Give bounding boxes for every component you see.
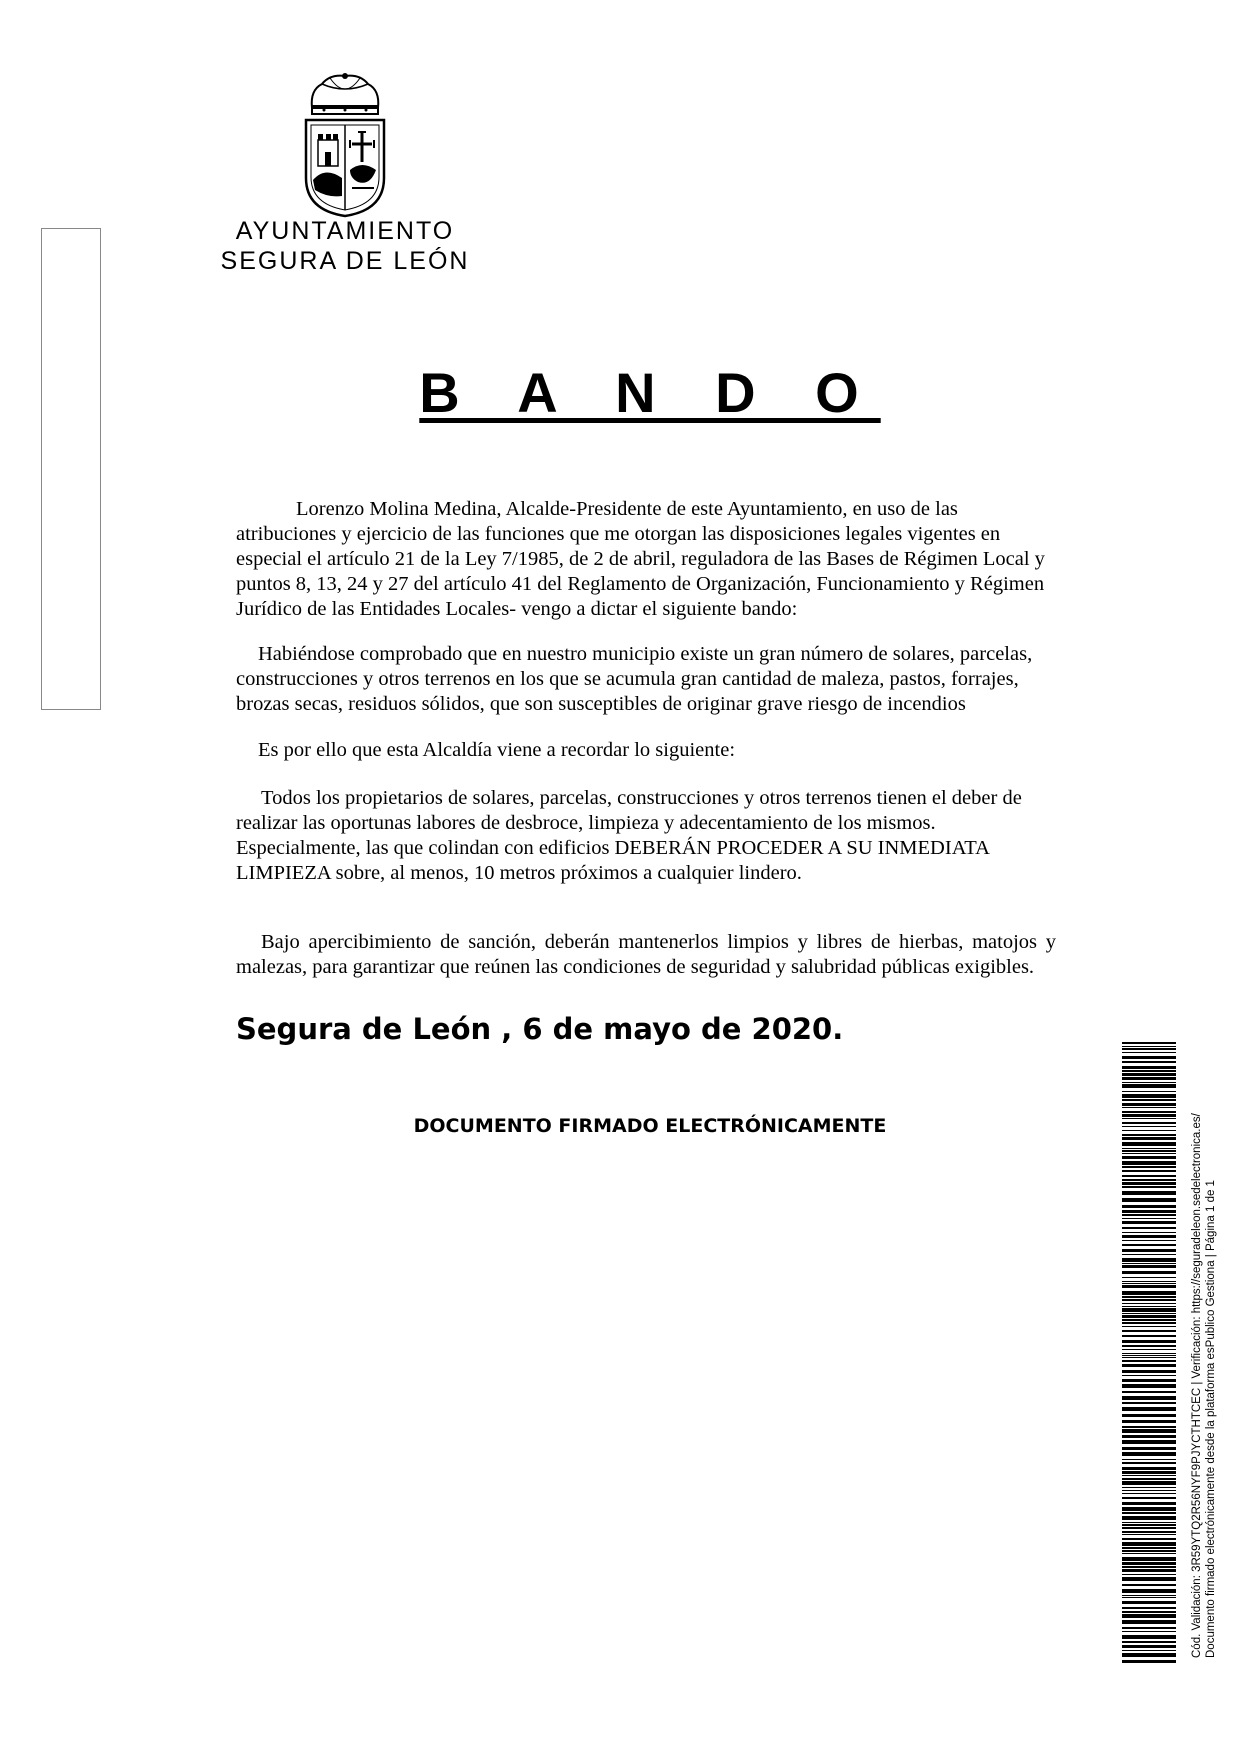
barcode-bar [1122, 1557, 1176, 1561]
barcode-bar [1122, 1258, 1176, 1262]
barcode-bar [1122, 1531, 1176, 1533]
barcode-bar [1122, 1182, 1176, 1185]
barcode-bar [1122, 1186, 1176, 1188]
barcode-bar [1122, 1429, 1176, 1433]
barcode-bar [1122, 1277, 1176, 1278]
barcode-icon [1122, 1042, 1176, 1666]
barcode-bar [1122, 1420, 1176, 1423]
barcode-bar [1122, 1507, 1176, 1511]
barcode-bar [1122, 1497, 1176, 1499]
barcode-bar [1122, 1130, 1176, 1131]
barcode-bar [1122, 1391, 1176, 1393]
barcode-bar [1122, 1303, 1176, 1304]
verification-line-2: Documento firmado electrónicamente desde la plataforma esPublico Gestiona | Página 1 de 1 [1205, 1180, 1217, 1658]
barcode-bar [1122, 1569, 1176, 1572]
barcode-bar [1122, 1137, 1176, 1140]
barcode-bar [1122, 1589, 1176, 1593]
barcode-bar [1122, 1218, 1176, 1219]
verification-text [1190, 1018, 1218, 1658]
barcode-bar [1122, 1542, 1176, 1546]
barcode-bar [1122, 1447, 1176, 1450]
barcode-bar [1122, 1214, 1176, 1216]
document-title-text: B A N D O [419, 361, 881, 424]
barcode-bar [1122, 1077, 1176, 1080]
barcode-bar [1122, 1402, 1176, 1404]
barcode-bar [1122, 1111, 1176, 1113]
barcode-bar [1122, 1524, 1176, 1526]
barcode-bar [1122, 1547, 1176, 1549]
barcode-bar [1122, 1308, 1176, 1312]
barcode-bar [1122, 1244, 1176, 1246]
barcode-bar [1122, 1179, 1176, 1181]
barcode-bar [1122, 1205, 1176, 1208]
barcode-bar [1122, 1240, 1176, 1241]
barcode-bar [1122, 1150, 1176, 1152]
paragraph-5: Bajo apercibimiento de sanción, deberán mantenerlos limpios y libres de hierbas, matojos y malezas, para garantizar que reúnen las condiciones de seguridad y salubridad públicas exigibles. [236, 931, 1056, 978]
paragraph-3: Es por ello que esta Alcaldía viene a recordar lo siguiente: [258, 739, 736, 761]
barcode-bar [1122, 1614, 1176, 1618]
coat-of-arms-icon [300, 70, 390, 220]
barcode-bar [1122, 1315, 1176, 1318]
barcode-bar [1122, 1210, 1176, 1213]
barcode-bar [1122, 1326, 1176, 1327]
paragraph-1: Lorenzo Molina Medina, Alcalde-Presidente de este Ayuntamiento, en uso de las atribuciones y ejercicio de las funciones que me otorgan las disposiciones legales vigentes en especial el artículo 21 de la Ley 7/1985, de 2 de abril, reguladora de las Bases de Régimen Local y puntos 8, 13, 24 y 27 del artículo 41 del Reglamento de Organización, Funcionamiento y Régimen Jurídico de las Entidades Locales- vengo a dictar el siguiente bando: [236, 498, 1045, 620]
barcode-bar [1122, 1522, 1176, 1523]
barcode-bar [1122, 1263, 1176, 1264]
barcode-bar [1122, 1175, 1176, 1177]
barcode-bar [1122, 1235, 1176, 1238]
barcode-bar [1122, 1313, 1176, 1314]
barcode-bar [1122, 1467, 1176, 1470]
barcode-bar [1122, 1357, 1176, 1358]
barcode-bar [1122, 1645, 1176, 1648]
barcode-bar [1122, 1161, 1176, 1165]
barcode-bar [1122, 1306, 1176, 1307]
barcode-bar [1122, 1232, 1176, 1233]
barcode-bar [1122, 1322, 1176, 1324]
barcode-bar [1122, 1166, 1176, 1168]
barcode-bar [1122, 1073, 1176, 1076]
barcode-bar [1122, 1426, 1176, 1428]
barcode-bar [1122, 1487, 1176, 1488]
barcode-bar [1122, 1627, 1176, 1629]
barcode-bar [1122, 1082, 1176, 1083]
barcode-bar [1122, 1370, 1176, 1373]
barcode-bar [1122, 1650, 1176, 1651]
barcode-bar [1122, 1471, 1176, 1474]
barcode-bar [1122, 1641, 1176, 1643]
barcode-bar [1122, 1407, 1176, 1411]
barcode-bar [1122, 1061, 1176, 1063]
barcode-bar [1122, 1299, 1176, 1301]
barcode-bar [1122, 1114, 1176, 1117]
document-title [0, 360, 1240, 425]
barcode-bar [1122, 1475, 1176, 1476]
barcode-bar [1122, 1118, 1176, 1119]
barcode-bar [1122, 1070, 1176, 1072]
barcode-bar [1122, 1107, 1176, 1108]
barcode-bar [1122, 1134, 1176, 1136]
barcode-bar [1122, 1620, 1176, 1624]
barcode-bar [1122, 1553, 1176, 1554]
document-date: Segura de León , 6 de mayo de 2020. [236, 1012, 844, 1046]
barcode-bar [1122, 1584, 1176, 1586]
barcode-bar [1122, 1527, 1176, 1529]
barcode-bar [1122, 1396, 1176, 1400]
barcode-bar [1122, 1191, 1176, 1195]
barcode-bar [1122, 1281, 1176, 1282]
barcode-bar [1122, 1099, 1176, 1101]
barcode-bar [1122, 1249, 1176, 1252]
barcode-bar [1122, 1048, 1176, 1050]
org-line-2: SEGURA DE LEÓN [220, 247, 470, 275]
barcode-bar [1122, 1384, 1176, 1388]
barcode-bar [1122, 1490, 1176, 1491]
barcode-bar [1122, 1562, 1176, 1565]
barcode-bar [1122, 1502, 1176, 1505]
barcode-bar [1122, 1364, 1176, 1367]
barcode-bar [1122, 1481, 1176, 1485]
barcode-bar [1122, 1355, 1176, 1356]
barcode-bar [1122, 1153, 1176, 1154]
barcode-bar [1122, 1660, 1176, 1663]
barcode-bar [1122, 1635, 1176, 1639]
barcode-bar [1122, 1319, 1176, 1321]
barcode-bar [1122, 1271, 1176, 1274]
barcode-bar [1122, 1516, 1176, 1520]
barcode-bar [1122, 1330, 1176, 1332]
barcode-bar [1122, 1122, 1176, 1124]
barcode-bar [1122, 1084, 1176, 1088]
barcode-bar [1122, 1353, 1176, 1354]
barcode-bar [1122, 1148, 1176, 1149]
barcode-bar [1122, 1291, 1176, 1295]
paragraph-2: Habiéndose comprobado que en nuestro municipio existe un gran número de solares, parcelas, construcciones y otros terrenos en los que se acumula gran cantidad de maleza, pastos, forrajes, brozas secas, residuos sólidos, que son susceptibles de originar grave riesgo de incendios [236, 643, 1033, 715]
barcode-bar [1122, 1046, 1176, 1047]
barcode-bar [1122, 1335, 1176, 1337]
barcode-bar [1122, 1126, 1176, 1127]
barcode-bar [1122, 1597, 1176, 1598]
margin-box [41, 228, 101, 710]
barcode-bar [1122, 1435, 1176, 1438]
barcode-bar [1122, 1538, 1176, 1540]
barcode-bar [1122, 1142, 1176, 1146]
paragraph-4: Todos los propietarios de solares, parcelas, construcciones y otros terrenos tienen el deber de realizar las oportunas labores de desbroce, limpieza y adecentamiento de los mismos. Especialmente, las que colindan con edificios DEBERÁN PROCEDER A SU INMEDIATA LIMPIEZA sobre, al menos, 10 metros próximos a cualquier lindero. [236, 787, 1022, 884]
barcode-bar [1122, 1653, 1176, 1657]
barcode-bar [1122, 1478, 1176, 1480]
barcode-bar [1122, 1566, 1176, 1568]
barcode-bar [1122, 1493, 1176, 1494]
barcode-bar [1122, 1459, 1176, 1460]
barcode-bar [1122, 1512, 1176, 1514]
barcode-bar [1122, 1296, 1176, 1298]
org-line-1: AYUNTAMIENTO [235, 217, 455, 245]
barcode-bar [1122, 1534, 1176, 1535]
barcode-bar [1122, 1577, 1176, 1581]
barcode-bar [1122, 1042, 1176, 1044]
barcode-bar [1122, 1094, 1176, 1098]
barcode-bar [1122, 1375, 1176, 1376]
barcode-bar [1122, 1103, 1176, 1106]
barcode-bar [1122, 1056, 1176, 1059]
barcode-bar [1122, 1254, 1176, 1255]
barcode-bar [1122, 1631, 1176, 1632]
barcode-bar [1122, 1440, 1176, 1444]
barcode-bar [1122, 1156, 1176, 1159]
barcode-bar [1122, 1283, 1176, 1284]
barcode-bar [1122, 1462, 1176, 1464]
barcode-bar [1122, 1091, 1176, 1092]
barcode-bar [1122, 1349, 1176, 1350]
barcode-bar [1122, 1414, 1176, 1417]
barcode-bar [1122, 1574, 1176, 1575]
barcode-bar [1122, 1285, 1176, 1288]
barcode-bar [1122, 1379, 1176, 1382]
barcode-bar [1122, 1221, 1176, 1224]
barcode-bar [1122, 1345, 1176, 1347]
barcode-bar [1122, 1227, 1176, 1229]
signed-note: DOCUMENTO FIRMADO ELECTRÓNICAMENTE [413, 1115, 887, 1137]
barcode-bar [1122, 1066, 1176, 1069]
barcode-bar [1122, 1360, 1176, 1362]
barcode-bar [1122, 1611, 1176, 1613]
barcode-bar [1122, 1340, 1176, 1343]
organization-name [215, 216, 475, 276]
barcode-bar [1122, 1265, 1176, 1268]
verification-line-1: Cód. Validación: 3R59YTQ2R56NYF9PJYCTHTCEC | Verificación: https://seguradeleon.sedelectronica.es/ [1191, 1113, 1203, 1658]
barcode-bar [1122, 1550, 1176, 1552]
barcode-bar [1122, 1052, 1176, 1053]
barcode-bar [1122, 1601, 1176, 1604]
barcode-bar [1122, 1607, 1176, 1609]
barcode-bar [1122, 1452, 1176, 1456]
barcode-bar [1122, 1170, 1176, 1172]
barcode-bar [1122, 1198, 1176, 1202]
barcode-bar [1122, 1595, 1176, 1596]
